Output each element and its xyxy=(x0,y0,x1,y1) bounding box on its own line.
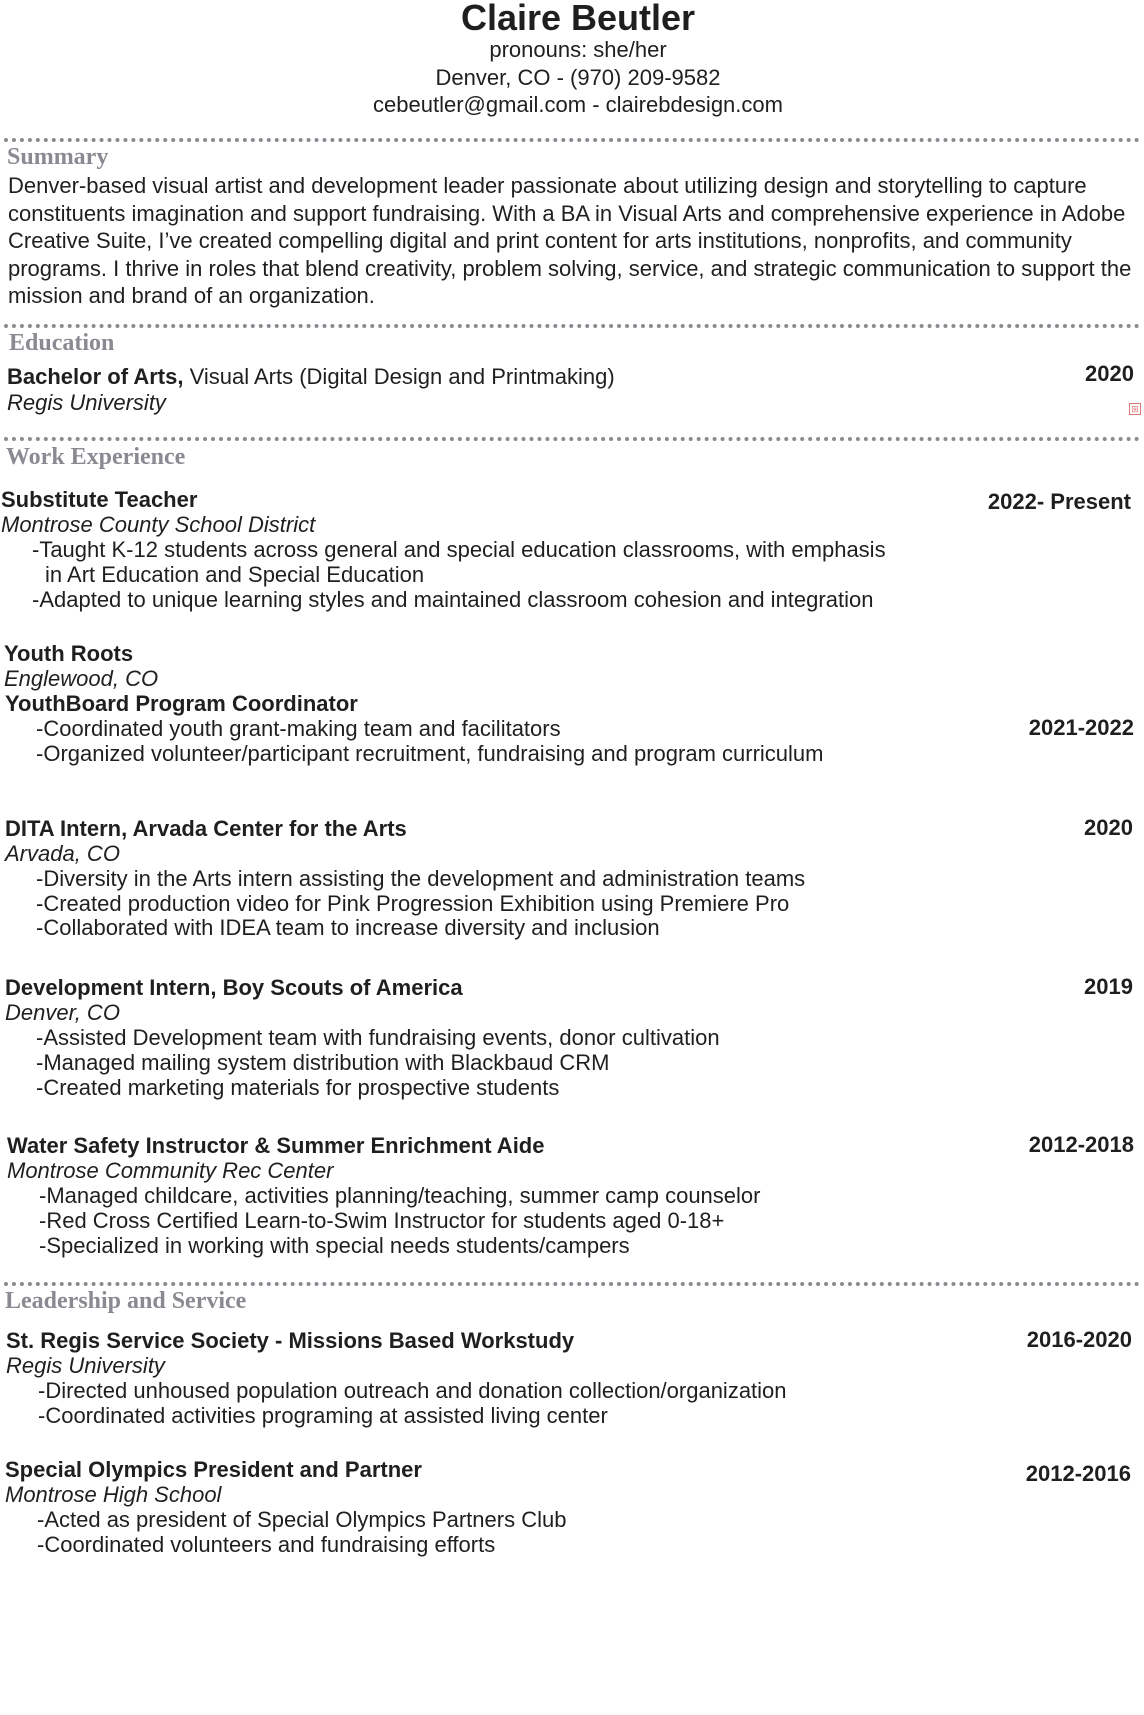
section-divider xyxy=(4,1282,1140,1286)
job-bullet: -Managed childcare, activities planning/teaching, summer camp counselor xyxy=(39,1183,761,1208)
job-title: DITA Intern, Arvada Center for the Arts xyxy=(5,816,407,841)
leadership-organization: Regis University xyxy=(6,1353,165,1378)
expand-marker-icon: ⊞ xyxy=(1129,403,1141,415)
job-bullet: -Created production video for Pink Progression Exhibition using Premiere Pro xyxy=(36,891,790,916)
section-divider xyxy=(4,437,1140,441)
leadership-bullet: -Directed unhoused population outreach and donation collection/organization xyxy=(38,1378,787,1403)
leadership-title: Special Olympics President and Partner xyxy=(5,1457,422,1482)
leadership-years: 2016-2020 xyxy=(1026,1327,1132,1352)
job-years: 2021-2022 xyxy=(1028,715,1134,740)
email-website: cebeutler@gmail.com - clairebdesign.com xyxy=(373,92,783,117)
leadership-title: St. Regis Service Society - Missions Based Workstudy xyxy=(6,1328,575,1353)
location-phone: Denver, CO - (970) 209-9582 xyxy=(435,65,721,90)
section-heading-summary: Summary xyxy=(7,144,109,170)
job-bullet: -Coordinated youth grant-making team and facilitators xyxy=(36,716,561,741)
job-bullet: -Diversity in the Arts intern assisting the development and administration teams xyxy=(36,866,806,891)
job-title: Substitute Teacher xyxy=(1,487,198,512)
job-organization: Montrose County School District xyxy=(1,512,316,537)
job-title: Water Safety Instructor & Summer Enrichment Aide xyxy=(7,1133,545,1158)
job-years: 2022- Present xyxy=(987,489,1131,514)
job-bullet: -Organized volunteer/participant recruitment, fundraising and program curriculum xyxy=(36,741,824,766)
job-bullet: -Collaborated with IDEA team to increase diversity and inclusion xyxy=(36,915,660,940)
pronouns: pronouns: she/her xyxy=(489,37,667,62)
job-years: 2020 xyxy=(1084,815,1133,840)
section-heading-work: Work Experience xyxy=(6,444,186,470)
job-bullet: -Taught K-12 students across general and special education classrooms, with emphasis xyxy=(32,537,886,562)
job-bullet: -Red Cross Certified Learn-to-Swim Instructor for students aged 0-18+ xyxy=(39,1208,725,1233)
section-heading-leadership: Leadership and Service xyxy=(5,1288,247,1314)
job-organization: Montrose Community Rec Center xyxy=(7,1158,334,1183)
job-bullet: -Created marketing materials for prospective students xyxy=(36,1075,560,1100)
degree-field: Visual Arts (Digital Design and Printmaking) xyxy=(183,364,615,389)
leadership-bullet: -Acted as president of Special Olympics Partners Club xyxy=(37,1507,567,1532)
leadership-organization: Montrose High School xyxy=(5,1482,222,1507)
summary-paragraph: Denver-based visual artist and development leader passionate about utilizing design and storytelling to capture constituents imagination and support fundraising. With a BA in Visual Arts and comprehensive experience in Adobe Creative Suite, I’ve created compelling digital and print content for arts institutions, nonprofits, and community programs. I thrive in roles that blend creativity, problem solving, service, and strategic communication to support the mission and brand of an organization. xyxy=(8,173,1132,308)
section-heading-education: Education xyxy=(9,330,115,356)
job-bullet: -Assisted Development team with fundraising events, donor cultivation xyxy=(36,1025,720,1050)
job-location: Denver, CO xyxy=(5,1000,120,1025)
job-bullet: -Adapted to unique learning styles and maintained classroom cohesion and integration xyxy=(32,587,874,612)
job-years: 2012-2018 xyxy=(1028,1132,1134,1157)
degree-name: Bachelor of Arts, xyxy=(7,364,184,389)
job-location: Arvada, CO xyxy=(5,841,120,866)
education-year: 2020 xyxy=(1085,361,1134,386)
job-title: Development Intern, Boy Scouts of America xyxy=(5,975,463,1000)
section-divider xyxy=(4,138,1140,142)
leadership-years: 2012-2016 xyxy=(1025,1461,1131,1486)
section-divider xyxy=(4,324,1140,328)
job-bullet: -Managed mailing system distribution with Blackbaud CRM xyxy=(36,1050,610,1075)
leadership-bullet: -Coordinated volunteers and fundraising efforts xyxy=(37,1532,496,1557)
job-years: 2019 xyxy=(1084,974,1133,999)
resume-name: Claire Beutler xyxy=(460,0,696,38)
leadership-bullet: -Coordinated activities programing at assisted living center xyxy=(38,1403,608,1428)
education-school: Regis University xyxy=(7,390,166,415)
education-degree-line xyxy=(7,363,615,390)
job-bullet: in Art Education and Special Education xyxy=(45,562,425,587)
job-location: Englewood, CO xyxy=(4,666,159,691)
job-bullet: -Specialized in working with special needs students/campers xyxy=(39,1233,630,1258)
job-role: YouthBoard Program Coordinator xyxy=(5,691,358,716)
job-organization-heading: Youth Roots xyxy=(4,641,134,666)
